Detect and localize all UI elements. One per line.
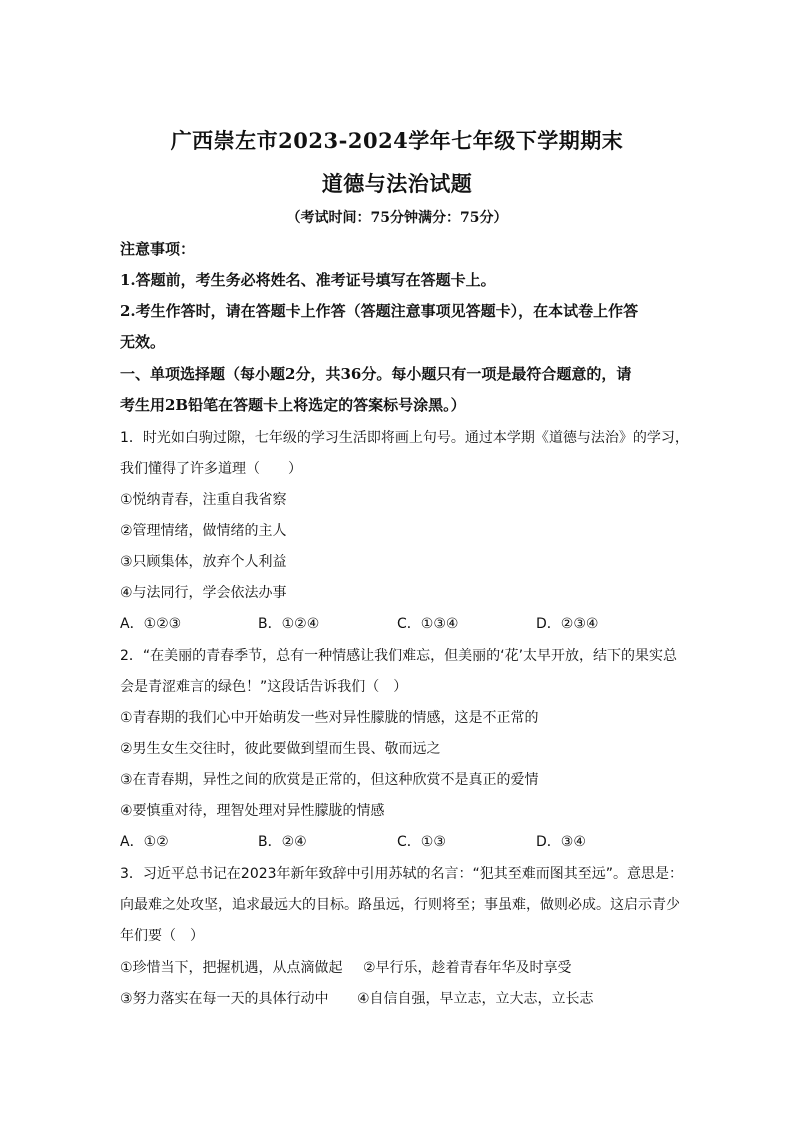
question-3-stem-continued: 向最难之处攻坚，追求最远大的目标。路虽远，行则将至；事虽难，做则必成。这启示青少 (120, 897, 680, 913)
question-3-item: ②早行乐，趁着青春年华及时享受 (363, 960, 572, 976)
question-3-stem: 3．习近平总书记在2023年新年致辞中引用苏轼的名言：“犯其至难而图其至远”。意思是： (120, 866, 684, 882)
question-2-item: ④要慎重对待，理智处理对异性朦胧的情感 (120, 803, 385, 819)
question-2-item: ②男生女生交往时，彼此要做到望而生畏、敬而远之 (120, 741, 441, 757)
question-1-stem-continued: 我们懂得了许多道理（ ） (120, 461, 302, 477)
question-3-item: ③努力落实在每一天的具体行动中 (120, 991, 329, 1007)
question-3-item: ④自信自强，早立志，立大志，立长志 (357, 991, 594, 1007)
section-heading-continued: 考生用2B铅笔在答题卡上将选定的答案标号涂黑。） (120, 396, 466, 414)
question-3-stem-continued: 年们要（ ） (120, 928, 204, 944)
question-1-stem: 1．时光如白驹过隙，七年级的学习生活即将画上句号。通过本学期《道德与法治》的学习， (120, 430, 689, 446)
question-1-option-b: B．①②④ (258, 616, 320, 632)
notice-item-2: 2.考生作答时，请在答题卡上作答（答题注意事项见答题卡），在本试卷上作答 (120, 302, 639, 320)
question-2-option-d: D．③④ (536, 834, 586, 850)
question-2-item: ③在青春期，异性之间的欣赏是正常的，但这种欣赏不是真正的爱情 (120, 772, 539, 788)
question-2-stem: 2．“在美丽的青春季节，总有一种情感让我们难忘，但美丽的‘花’太早开放，结下的果实总 (120, 648, 678, 664)
exam-title: 广西崇左市2023-2024学年七年级下学期期末 (170, 128, 624, 153)
notice-item-2-continued: 无效。 (120, 333, 166, 351)
question-1-item: ③只顾集体，放弃个人利益 (120, 554, 287, 570)
exam-subject-title: 道德与法治试题 (321, 171, 473, 196)
question-2-stem-continued: 会是青涩难言的绿色！”这段话告诉我们（ ） (120, 679, 408, 695)
question-2-option-c: C．①③ (397, 834, 446, 850)
question-3-item: ①珍惜当下，把握机遇，从点滴做起 (120, 960, 343, 976)
question-1-item: ②管理情绪，做情绪的主人 (120, 523, 287, 539)
question-2-item: ①青春期的我们心中开始萌发一些对异性朦胧的情感，这是不正常的 (120, 710, 539, 726)
exam-time-info: （考试时间：75分钟满分：75分） (286, 210, 508, 226)
notice-item-1: 1.答题前，考生务必将姓名、准考证号填写在答题卡上。 (120, 271, 496, 289)
question-1-option-a: A．①②③ (120, 616, 182, 632)
question-1-item: ④与法同行，学会依法办事 (120, 585, 287, 601)
question-2-option-b: B．②④ (258, 834, 307, 850)
question-1-option-d: D．②③④ (536, 616, 599, 632)
notice-heading: 注意事项： (120, 240, 196, 258)
question-2-option-a: A．①② (120, 834, 169, 850)
question-1-option-c: C．①③④ (397, 616, 459, 632)
section-heading: 一、单项选择题（每小题2分，共36分。每小题只有一项是最符合题意的，请 (120, 365, 632, 383)
question-1-item: ①悦纳青春，注重自我省察 (120, 492, 287, 508)
